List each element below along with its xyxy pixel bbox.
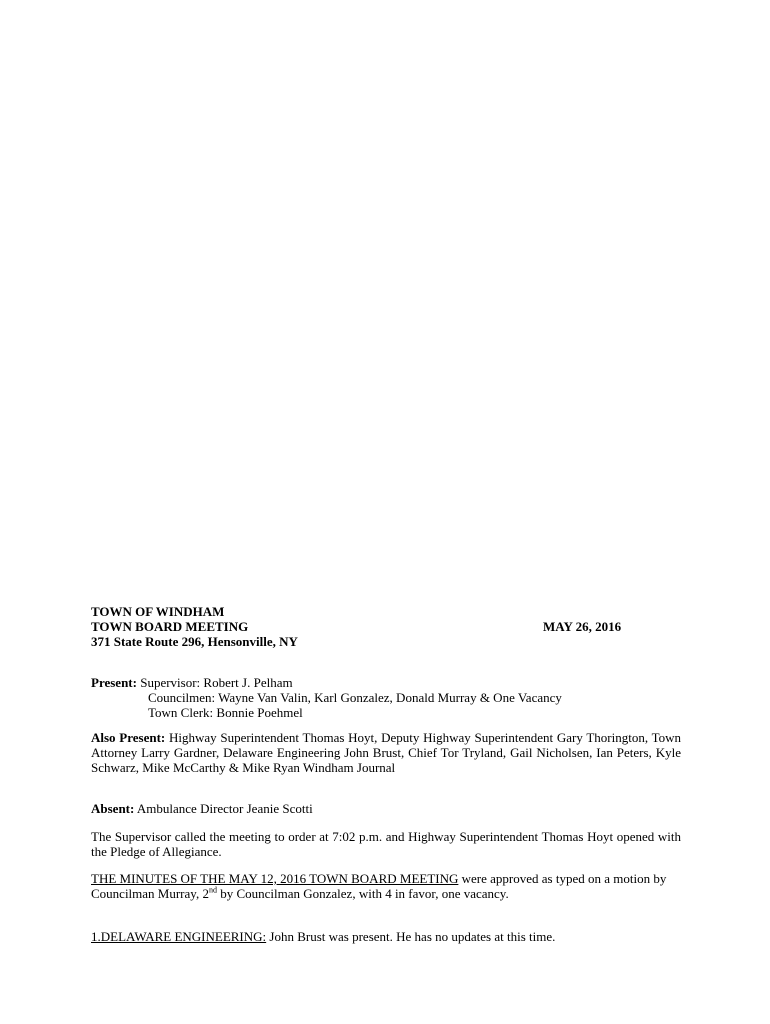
- present-clerk: Town Clerk: Bonnie Poehmel: [148, 705, 303, 720]
- minutes-heading: THE MINUTES OF THE MAY 12, 2016 TOWN BOARD MEETING: [91, 871, 459, 886]
- present-label: Present:: [91, 675, 137, 690]
- present-councilmen: Councilmen: Wayne Van Valin, Karl Gonzalez, Donald Murray & One Vacancy: [148, 690, 562, 705]
- absent-label: Absent:: [91, 801, 135, 816]
- document-header: [91, 604, 651, 649]
- meeting-title: TOWN BOARD MEETING: [91, 619, 249, 634]
- absent-section: [91, 801, 681, 816]
- agenda-item-1-heading: 1.DELAWARE ENGINEERING:: [91, 929, 267, 944]
- meeting-date: MAY 26, 2016: [543, 619, 622, 634]
- agenda-item-1-text: John Brust was present. He has no updates at this time.: [269, 929, 556, 944]
- call-to-order-paragraph: The Supervisor called the meeting to order at 7:02 p.m. and Highway Superintendent Thomas Hoyt opened with the Pledge of Allegiance.: [91, 829, 681, 859]
- meeting-address: 371 State Route 296, Hensonville, NY: [91, 634, 298, 649]
- also-present-section: [91, 730, 681, 775]
- also-present-text: Highway Superintendent Thomas Hoyt, Deputy Highway Superintendent Gary Thorington, Town Attorney Larry Gardner, Delaware Engineering John Brust, Chief Tor Tryland, Gail Nicholsen, Ian Peters, Kyle Schwarz, Mike McCarthy & Mike Ryan Windham Journal: [91, 730, 681, 775]
- absent-text: Ambulance Director Jeanie Scotti: [136, 801, 313, 816]
- minutes-approval-paragraph: [91, 871, 681, 901]
- town-name: TOWN OF WINDHAM: [91, 604, 225, 619]
- minutes-text-before: were approved as typed on a motion by Councilman Murray, 2: [91, 871, 667, 901]
- minutes-text-after: by Councilman Gonzalez, with 4 in favor, one vacancy.: [220, 886, 509, 901]
- present-supervisor: Supervisor: Robert J. Pelham: [140, 675, 293, 690]
- agenda-item-1: [91, 929, 681, 944]
- present-section: [91, 675, 681, 720]
- also-present-label: Also Present:: [91, 730, 166, 745]
- minutes-superscript: nd: [208, 885, 217, 895]
